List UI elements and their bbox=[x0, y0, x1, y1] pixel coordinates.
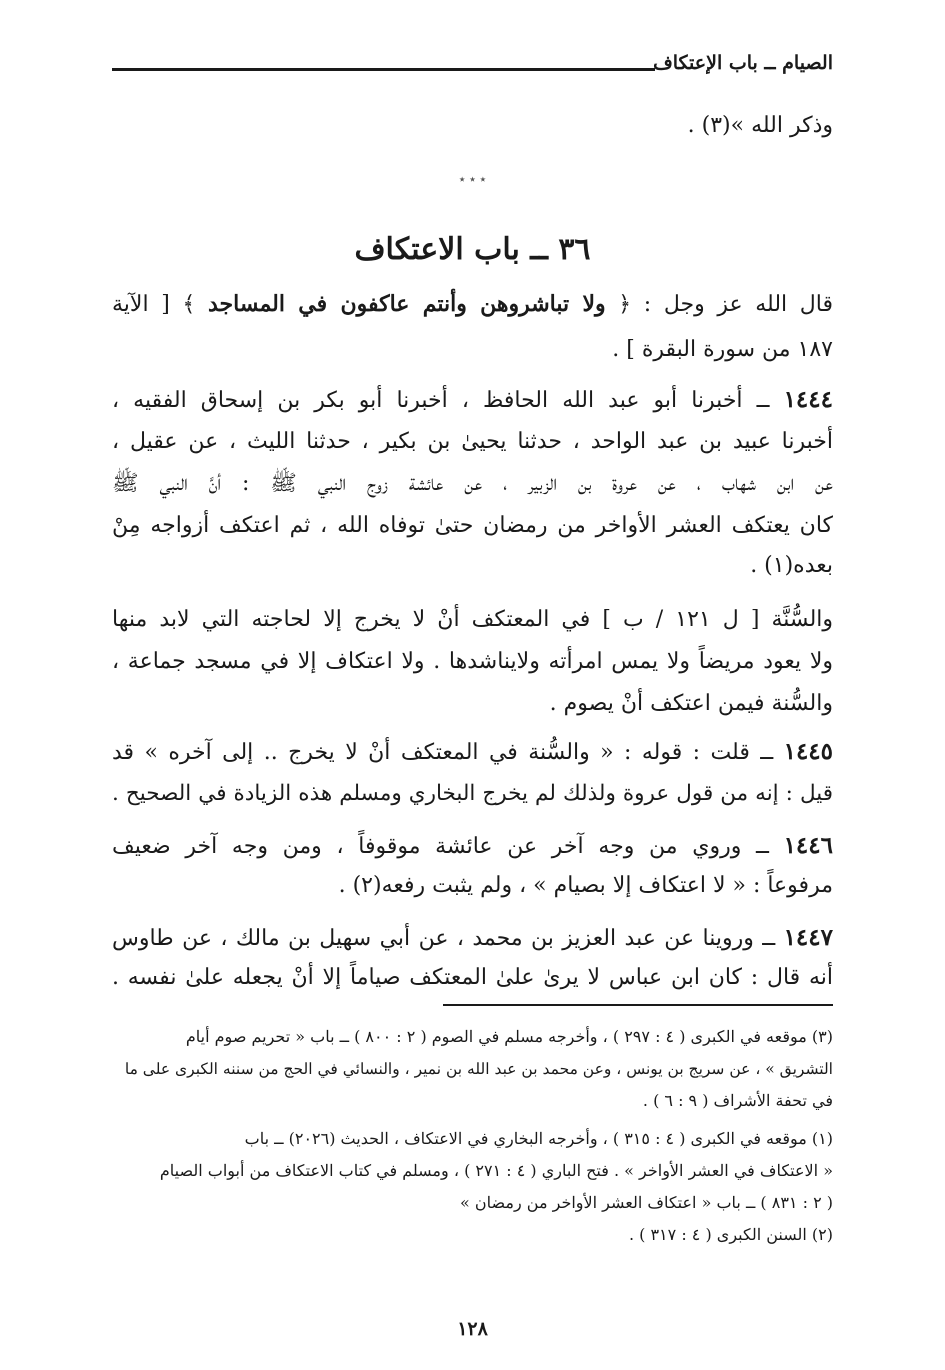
book-page bbox=[112, 0, 833, 1370]
hadith-1445-line-2: قيل : إنه من قول عروة ولذلك لم يخرج البخاري ومسلم هذه الزيادة في الصحيح . bbox=[112, 781, 833, 806]
hadith-text: ــ قلت : قوله : « والسُّنة في المعتكف أنْ لا يخرج .. إلى آخره » قد bbox=[112, 740, 784, 765]
hadith-number: ١٤٤٤ bbox=[783, 386, 833, 413]
sunnah-line-3: والسُّنة فيمن اعتكف أنْ يصوم . bbox=[549, 691, 833, 716]
hadith-text: ــ وروينا عن عبد العزيز بن محمد ، عن أبي سهيل بن مالك ، عن طاوس bbox=[112, 926, 784, 951]
running-title: الصيام ــ باب الإعتكاف bbox=[653, 52, 833, 74]
hadith-text: ــ وروي من وجه آخر عن عائشة موقوفاً ، ومن وجه آخر ضعيف bbox=[112, 834, 784, 859]
hadith-1445-line-1 bbox=[112, 732, 833, 773]
hadith-1444-line-1 bbox=[112, 380, 833, 421]
hadith-number: ١٤٤٦ bbox=[783, 832, 833, 859]
hadith-1447-line-2: أنه قال : كان ابن عباس لا يرىٰ علىٰ المعتكف صياماً إلا أنْ يجعله علىٰ نفسه . bbox=[112, 965, 833, 990]
sunnah-line-2: ولا يعود مريضاً ولا يمس امرأته ولايناشدها . ولا اعتكاف إلا في مسجد جماعة ، bbox=[112, 649, 833, 674]
hadith-1446-line-1 bbox=[112, 826, 833, 867]
footnote-3-line-2: التشريق » ، عن سريج بن يونس ، وعن محمد بن عبد الله بن نمير ، والنسائي في الحج من سننه الكبرى على ما bbox=[124, 1060, 833, 1078]
footnote-1-line-1: (١) موقعه في الكبرى ( ٤ : ٣١٥ ) ، وأخرجه البخاري في الاعتكاف ، الحديث (٢٠٢٦) ــ باب bbox=[244, 1129, 833, 1148]
footnote-rule bbox=[443, 1004, 833, 1006]
footnote-3-line-1: (٣) موقعه في الكبرى ( ٤ : ٢٩٧ ) ، وأخرجه مسلم في الصوم ( ٢ : ٨٠٠ ) ــ باب « تحريم صوم أيام bbox=[185, 1027, 833, 1046]
footnote-1-line-2: « الاعتكاف في العشر الأواخر » . فتح الباري ( ٤ : ٢٧١ ) ، ومسلم في كتاب الاعتكاف من أبواب الصيام bbox=[159, 1161, 833, 1180]
hadith-number: ١٤٤٥ bbox=[783, 738, 834, 765]
verse-line-1 bbox=[112, 284, 833, 325]
sunnah-line-1: والسُّنَّة [ ل ١٢١ / ب ] في المعتكف أنْ لا يخرج إلا لحاجته التي لابد منها bbox=[112, 607, 834, 632]
hadith-1444-line-5: بعده(١) . bbox=[750, 553, 833, 578]
section-separator: ٭ ٭ ٭ bbox=[458, 172, 487, 186]
page-number: ١٢٨ bbox=[457, 1318, 488, 1340]
hadith-1447-line-1 bbox=[112, 918, 833, 959]
running-header bbox=[112, 52, 833, 82]
hadith-1446-line-2: مرفوعاً : « لا اعتكاف إلا بصيام » ، ولم يثبت رفعه(٢) . bbox=[338, 873, 833, 898]
verse-reference-start: ﴾ [ الآية bbox=[112, 292, 208, 317]
hadith-number: ١٤٤٧ bbox=[783, 924, 833, 951]
hadith-1444-line-3: عن ابن شهاب ، عن عروة بن الزبير ، عن عائشة زوج النبي ﷺ : أنَّ النبي ﷺ bbox=[112, 471, 833, 496]
footnote-2-line-1: (٢) السنن الكبرى ( ٤ : ٣١٧ ) . bbox=[628, 1225, 833, 1244]
hadith-text: ــ أخبرنا أبو عبد الله الحافظ ، أخبرنا أبو بكر بن إسحاق الفقيه ، bbox=[112, 388, 784, 413]
hadith-1444-line-4: كان يعتكف العشر الأواخر من رمضان حتىٰ توفاه الله ، ثم اعتكف أزواجه مِنْ bbox=[112, 513, 833, 538]
hadith-1444-line-2: أخبرنا عبيد بن عبد الواحد ، حدثنا يحيىٰ بن بكير ، حدثنا الليث ، عن عقيل ، bbox=[112, 429, 833, 454]
chapter-heading: ٣٦ ــ باب الاعتكاف bbox=[354, 232, 591, 267]
verse-line-2: ١٨٧ من سورة البقرة ] . bbox=[612, 337, 833, 362]
header-rule bbox=[112, 68, 655, 71]
carryover-line: وذكر الله »(٣) . bbox=[687, 113, 833, 138]
footnote-1-line-3: ( ٢ : ٨٣١ ) ــ باب « اعتكاف العشر الأواخر من رمضان » bbox=[460, 1193, 833, 1212]
verse-quote: ولا تباشروهن وأنتم عاكفون في المساجد bbox=[207, 291, 606, 317]
footnote-3-line-3: في تحفة الأشراف ( ٩ : ٦ ) . bbox=[642, 1091, 833, 1110]
verse-intro: قال الله عز وجل : ﴿ bbox=[605, 292, 833, 317]
